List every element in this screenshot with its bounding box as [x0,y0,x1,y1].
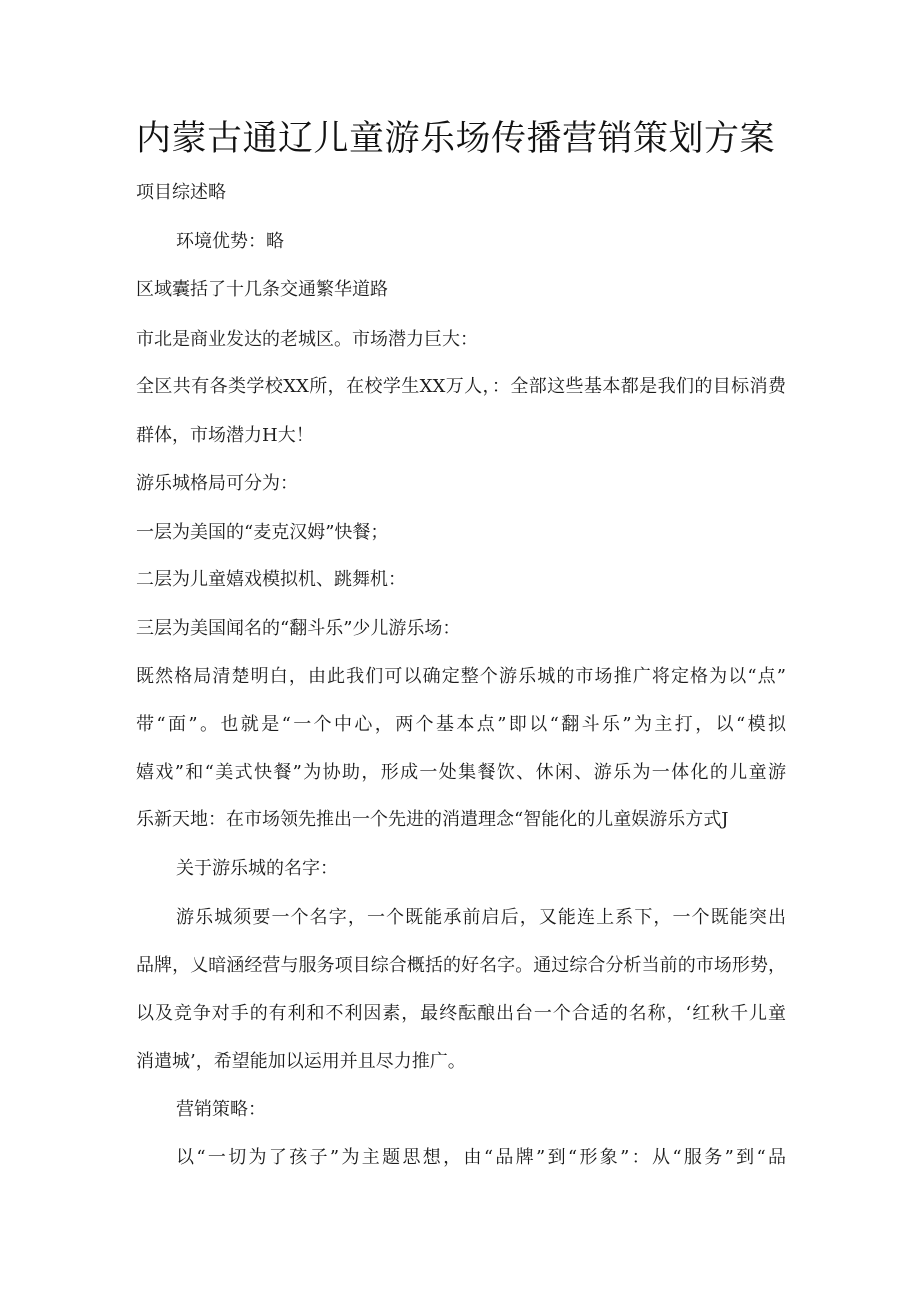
paragraph-line: 市北是商业发达的老城区。市场潜力巨大： [136,329,478,350]
paragraph-line: 乐新天地：在市场领先推出一个先进的消遣理念“智能化的儿童娱游乐方式J [136,809,729,830]
paragraph-line: 区域囊括了十几条交通繁华道路 [136,279,388,300]
paragraph-line: 群体，市场潜力H大！ [136,425,314,446]
paragraph-line: 带“面”。也就是“一个中心，两个基本点”即以“翻斗乐”为主打，以“模拟 [136,714,786,735]
paragraph-line: 项目综述略 [136,182,226,203]
paragraph-line: 游乐城格局可分为： [136,473,298,494]
paragraph-line: 消遣城’，希望能加以运用并且尽力推广。 [136,1051,466,1072]
paragraph-line: 以“一切为了孩子”为主题思想，由“品牌”到“形象”：从“服务”到“品 [176,1147,786,1168]
paragraph-line: 三层为美国闻名的“翻斗乐”少儿游乐场： [136,618,461,639]
paragraph-line: 二层为儿童嬉戏模拟机、跳舞机： [136,569,406,590]
paragraph-line: 品牌，乂暗涵经营与服务项目综合概括的好名字。通过综合分析当前的市场形势， [136,955,786,976]
paragraph-line: 一层为美国的“麦克汉姆”快餐； [136,522,389,543]
paragraph-line: 以及竞争对手的有利和不利因素，最终酝酿出台一个合适的名称，‘红秋千儿童 [136,1003,786,1024]
paragraph-line: 既然格局清楚明白，由此我们可以确定整个游乐城的市场推广将定格为以“点” [136,666,786,687]
paragraph-line: 营销策略： [176,1099,266,1120]
paragraph-line: 关于游乐城的名字： [176,858,338,879]
paragraph-line: 嬉戏”和“美式快餐”为协助，形成一处集餐饮、休闲、游乐为一体化的儿童游 [136,762,786,783]
paragraph-line: 环境优势：略 [176,231,284,252]
document-title: 内蒙古通辽儿童游乐场传播营销策划方案 [136,119,776,159]
paragraph-line: 全区共有各类学校XX所，在校学生XX万人，：全部这些基本都是我们的目标消费 [136,376,786,397]
paragraph-line: 游乐城须要一个名字，一个既能承前启后，又能连上系下，一个既能突出 [176,907,786,928]
